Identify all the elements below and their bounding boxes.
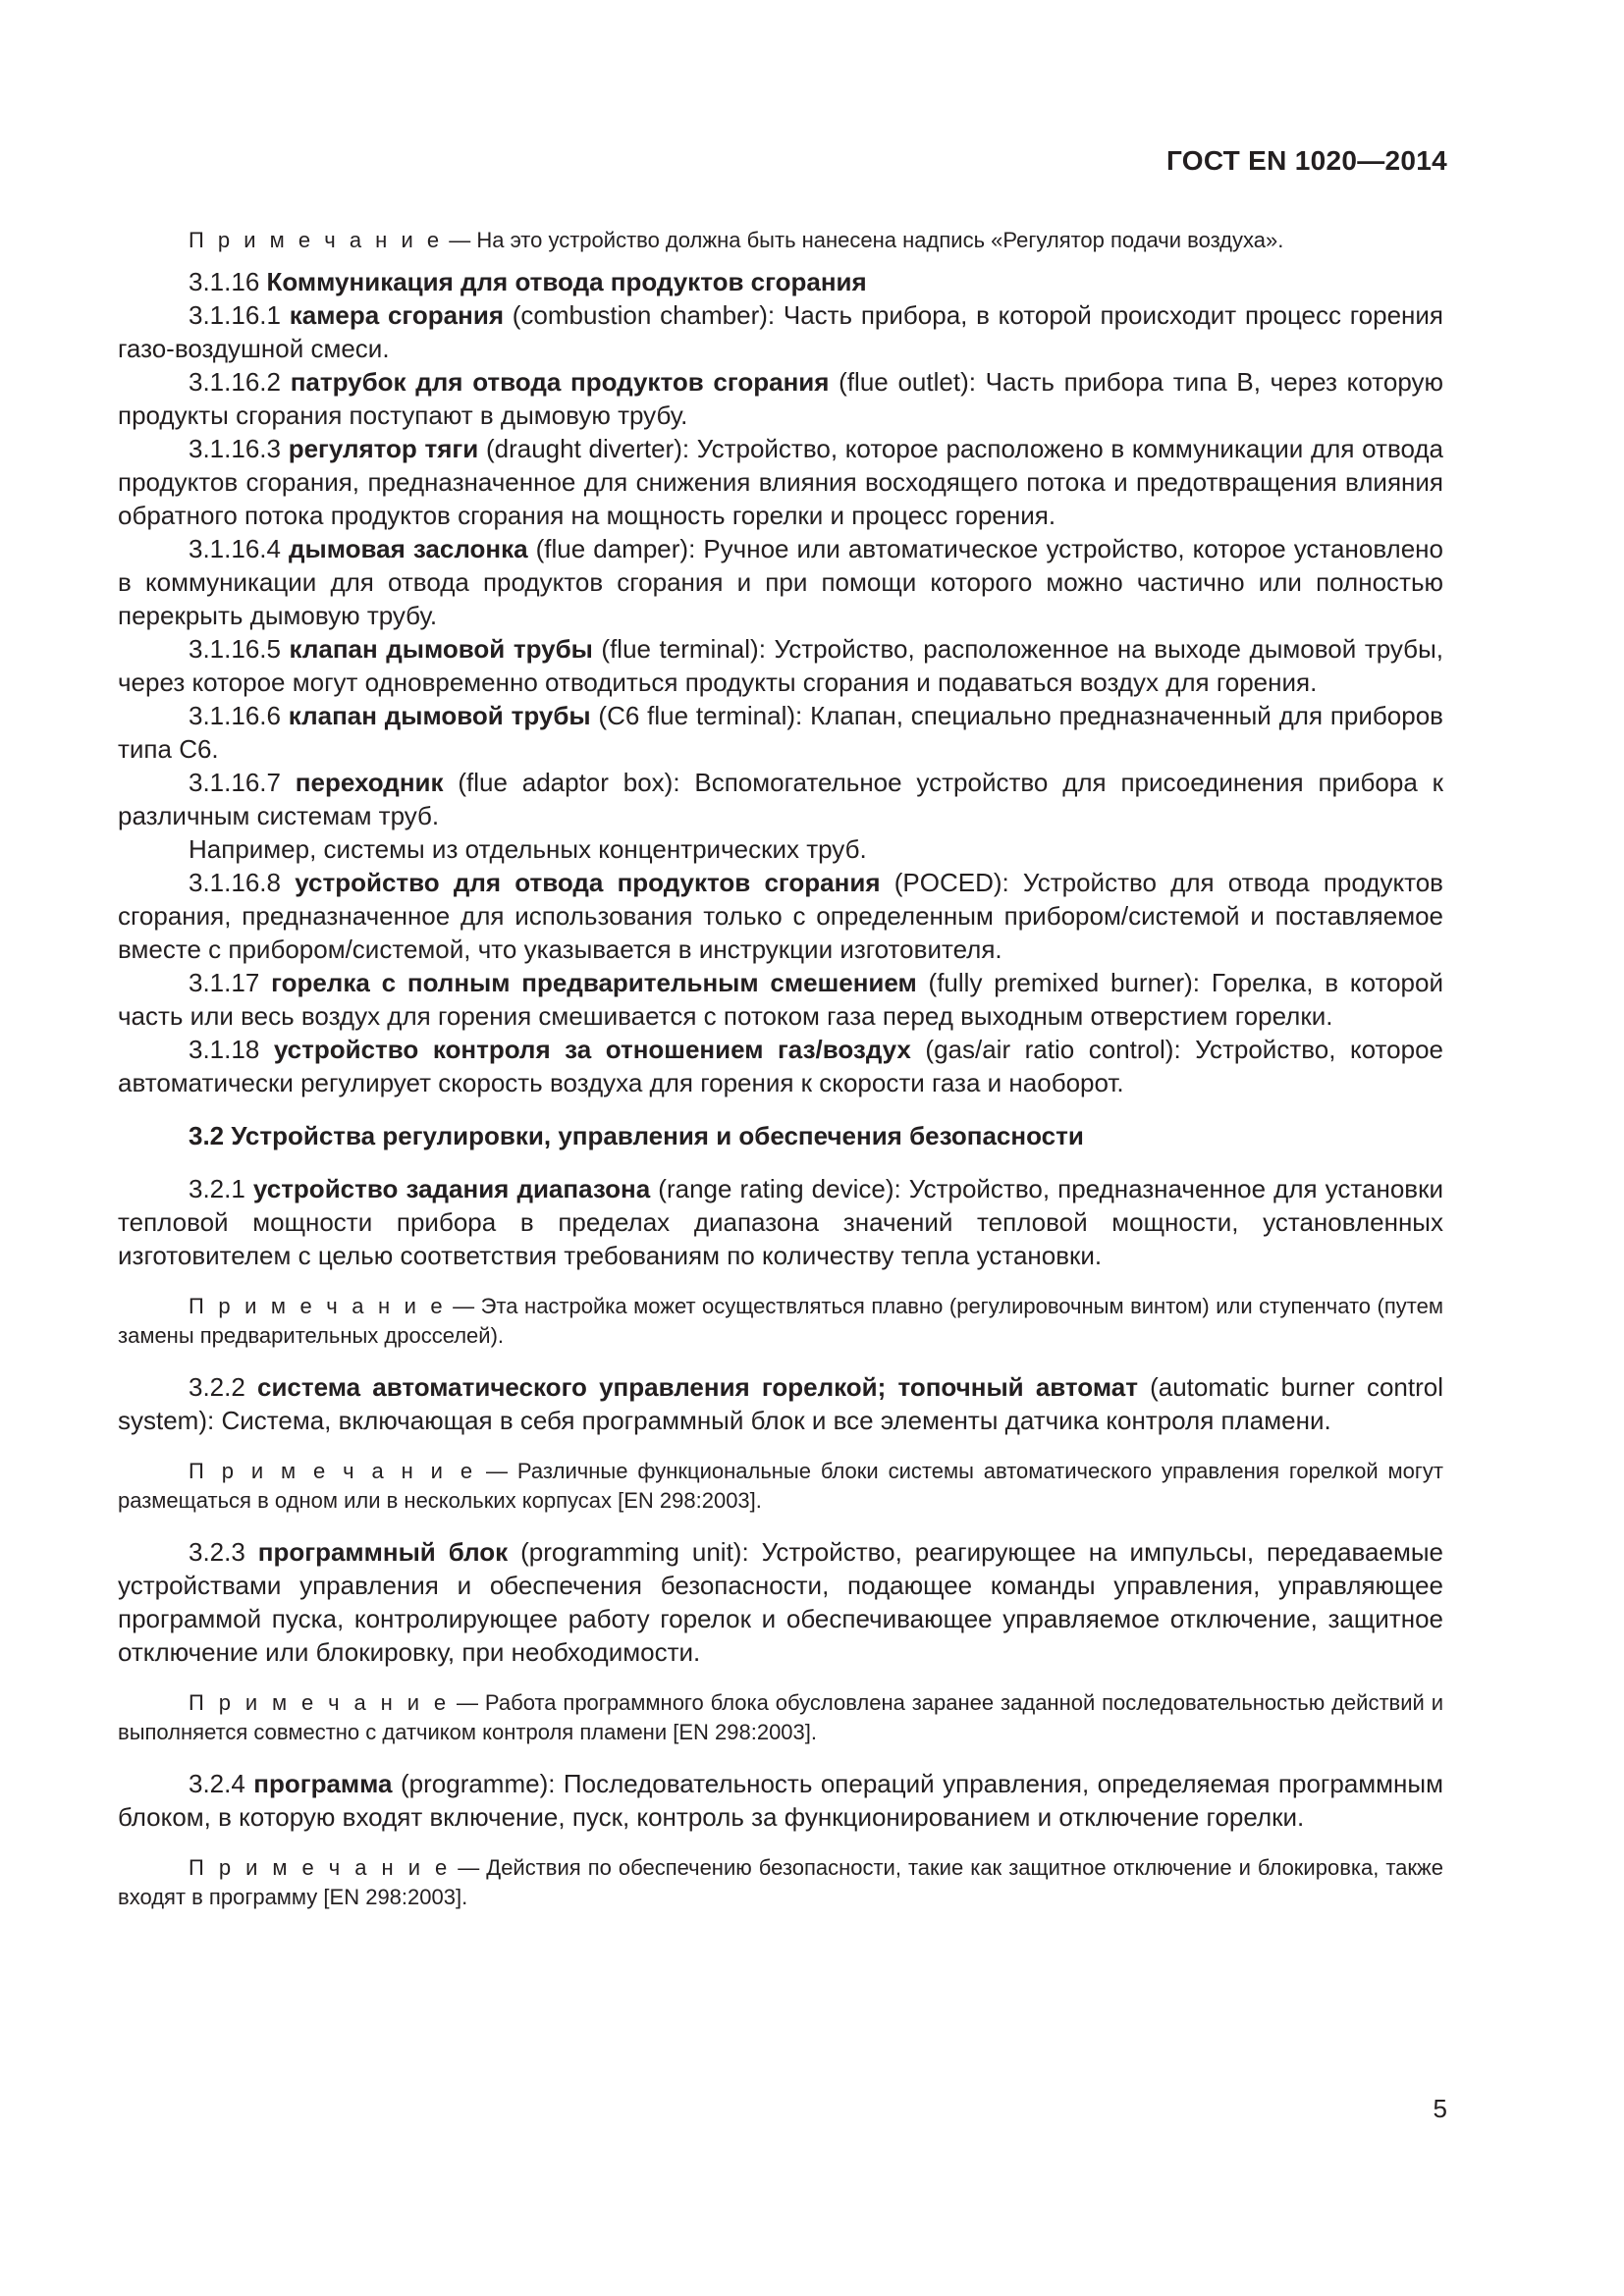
term-entry-3-1-17: [118, 966, 1443, 1033]
entry-definition: (flue damper): Ручное или автоматическое устройство, которое установлено в коммуникации для отвода продуктов сгорания и при помощи которого можно частично или полностью перекрыть дымовую трубу.: [118, 534, 1443, 630]
entry-term: клапан дымовой трубы: [289, 634, 593, 664]
entry-term: дымовая заслонка: [289, 534, 528, 563]
entry-definition: (flue adaptor box): Вспомогательное устройство для присоединения прибора к различным системам труб.: [118, 768, 1443, 830]
entry-term: камера сгорания: [289, 300, 504, 330]
entry-term: переходник: [295, 768, 444, 797]
note: [118, 1457, 1443, 1516]
entry-definition: (programme): Последовательность операций управления, определяемая программным блоком, в которую входят включение, пуск, контроль за функционированием и отключение горелки.: [118, 1769, 1443, 1832]
entry-number: 3.1.16.7: [189, 768, 296, 797]
term-entry-3-1-16-1: [118, 298, 1443, 365]
entry-term: клапан дымовой трубы: [288, 701, 591, 730]
entry-definition: (programming unit): Устройство, реагирующее на импульсы, передаваемые устройствами управления и обеспечения безопасности, подающее команды управления, управляющее программой пуска, контролирующее работу горелок и обеспечивающее управляемое отключение, защитное отключение или блокировку, при необходимости.: [118, 1537, 1444, 1667]
entry-term: система автоматического управления горелкой; топочный автомат: [256, 1372, 1138, 1402]
entry-number: 3.1.16.5: [189, 634, 290, 664]
term-entry-3-2-1: [118, 1172, 1443, 1272]
entry-term: патрубок для отвода продуктов сгорания: [290, 367, 830, 397]
note-text: Действия по обеспечению безопасности, такие как защитное отключение и блокировка, также входят в программу [EN 298:2003].: [118, 1855, 1443, 1909]
entry-term: регулятор тяги: [288, 434, 479, 463]
note-text: Различные функциональные блоки системы автоматического управления горелкой могут размещаться в одном или в нескольких корпусах [EN 298:2003].: [118, 1459, 1443, 1513]
entry-number: 3.2.3: [189, 1537, 258, 1567]
note-label: П р и м е ч а н и е: [189, 1690, 451, 1715]
note-dash: —: [446, 1294, 481, 1318]
note: [118, 226, 1443, 255]
entry-term: горелка с полным предварительным смешением: [271, 968, 917, 997]
entry-definition: (flue outlet): Часть прибора типа В, через которую продукты сгорания поступают в дымовую трубу.: [118, 367, 1443, 430]
section-heading-3-2: 3.2 Устройства регулировки, управления и обеспечения безопасности: [189, 1121, 1084, 1150]
entry-definition: (range rating device): Устройство, предназначенное для установки тепловой мощности прибора в пределах диапазона значений тепловой мощности, установленных изготовителем с целью соответствия требованиям по количеству тепла установки.: [118, 1174, 1443, 1270]
entry-number: 3.2.2: [189, 1372, 257, 1402]
term-entry-3-1-16-4: [118, 532, 1443, 632]
page-number: 5: [1433, 2094, 1447, 2123]
term-entry-3-1-16-8: [118, 866, 1443, 966]
entry-number: 3.1.16: [189, 267, 267, 296]
standard-header: ГОСТ EN 1020—2014: [1165, 145, 1447, 176]
entry-number: 3.1.17: [189, 968, 272, 997]
note-dash: —: [476, 1459, 517, 1483]
note-dash: —: [450, 1690, 485, 1715]
entry-definition: (gas/air ratio control): Устройство, которое автоматически регулирует скорость воздуха для горения к скорости газа и наоборот.: [118, 1035, 1443, 1097]
example-paragraph: Например, системы из отдельных концентрических труб.: [189, 834, 867, 864]
note-label: П р и м е ч а н и е: [189, 228, 444, 252]
entry-number: 3.1.16.4: [189, 534, 290, 563]
page-content: [118, 226, 1443, 1912]
entry-definition: (С6 flue terminal): Клапан, специально предназначенный для приборов типа С6.: [118, 701, 1443, 764]
entry-number: 3.1.16.3: [189, 434, 289, 463]
entry-term: устройство контроля за отношением газ/воздух: [273, 1035, 911, 1064]
term-entry-3-1-16-5: [118, 632, 1443, 699]
entry-definition: (flue terminal): Устройство, расположенное на выходе дымовой трубы, через которое могут одновременно отводиться продукты сгорания и подаваться воздух для горения.: [118, 634, 1443, 697]
entry-term: устройство задания диапазона: [252, 1174, 651, 1203]
term-entry-3-1-16-7: [118, 766, 1443, 832]
entry-term: программный блок: [257, 1537, 509, 1567]
note: [118, 1688, 1443, 1747]
entry-number: 3.1.16.1: [189, 300, 290, 330]
entry-term: Коммуникация для отвода продуктов сгорания: [266, 267, 867, 296]
entry-number: 3.1.16.8: [189, 868, 296, 897]
entry-term: программа: [253, 1769, 393, 1798]
entry-term: устройство для отвода продуктов сгорания: [295, 868, 881, 897]
entry-definition: (fully premixed burner): Горелка, в которой часть или весь воздух для горения смешивается с потоком газа перед выходным отверстием горелки.: [118, 968, 1443, 1031]
entry-definition: (draught diverter): Устройство, которое расположено в коммуникации для отвода продуктов сгорания, предназначенное для снижения влияния восходящего потока и предотвращения влияния обратного потока продуктов сгорания на мощность горелки и процесс горения.: [118, 434, 1443, 530]
entry-number: 3.2.4: [189, 1769, 254, 1798]
entry-number: 3.1.16.6: [189, 701, 289, 730]
note-label: П р и м е ч а н и е: [189, 1855, 452, 1880]
term-entry-3-2-3: [118, 1535, 1443, 1669]
note-text: Работа программного блока обусловлена заранее заданной последовательностью действий и выполняется совместно с датчиком контроля пламени [EN 298:2003].: [118, 1690, 1443, 1744]
note: [118, 1853, 1443, 1912]
entry-number: 3.2.1: [189, 1174, 253, 1203]
term-entry-3-2-2: [118, 1370, 1443, 1437]
term-entry-3-1-18: [118, 1033, 1443, 1099]
note-dash: —: [451, 1855, 487, 1880]
entry-number: 3.1.16.2: [189, 367, 291, 397]
term-entry-3-1-16-6: [118, 699, 1443, 766]
note-text: Эта настройка может осуществляться плавно (регулировочным винтом) или ступенчато (путем замены предварительных дросселей).: [118, 1294, 1443, 1348]
note: [118, 1292, 1443, 1351]
entry-definition: (automatic burner control system): Система, включающая в себя программный блок и все элементы датчика контроля пламени.: [118, 1372, 1443, 1435]
entry-number: 3.1.18: [189, 1035, 274, 1064]
term-entry-3-1-16: [118, 265, 1443, 298]
term-entry-3-1-16-2: [118, 365, 1443, 432]
note-label: П р и м е ч а н и е: [189, 1459, 477, 1483]
entry-definition: (combustion chamber): Часть прибора, в которой происходит процесс горения газо-воздушной смеси.: [118, 300, 1444, 363]
note-dash: —: [443, 228, 477, 252]
term-entry-3-1-16-3: [118, 432, 1443, 532]
entry-definition: (POCED): Устройство для отвода продуктов сгорания, предназначенное для использования только с определенным прибором/системой и поставляемое вместе с прибором/системой, что указывается в инструкции изготовителя.: [118, 868, 1443, 964]
note-text: На это устройство должна быть нанесена надпись «Регулятор подачи воздуха».: [476, 228, 1284, 252]
term-entry-3-2-4: [118, 1767, 1443, 1834]
note-label: П р и м е ч а н и е: [189, 1294, 447, 1318]
